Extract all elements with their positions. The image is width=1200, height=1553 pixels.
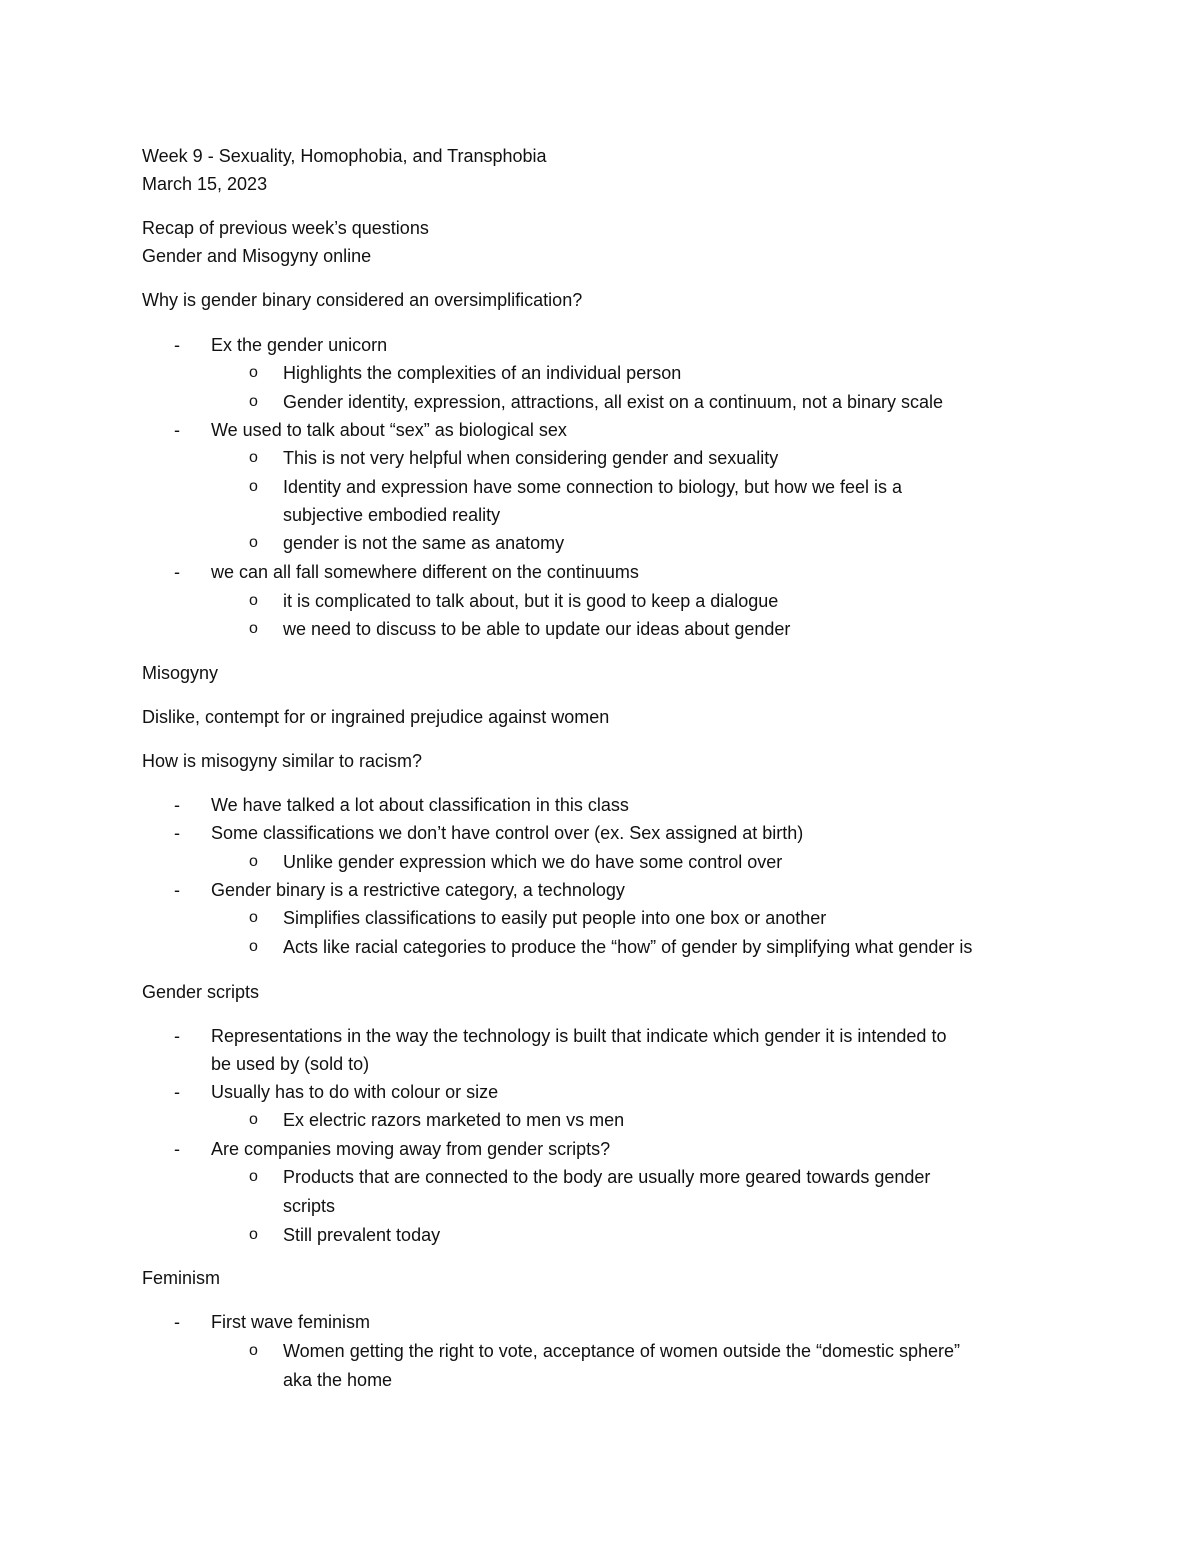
section-heading-gender-scripts: Gender scripts (142, 982, 260, 1002)
list-item: Usually has to do with colour or size (211, 1082, 499, 1102)
dash-marker: - (174, 335, 180, 355)
bullet-marker: o (249, 393, 258, 410)
recap-line: Recap of previous week’s questions (142, 218, 429, 238)
sub-list-item: Unlike gender expression which we do have some control over (283, 852, 783, 872)
sub-list-item: gender is not the same as anatomy (283, 533, 565, 553)
bullet-marker: o (249, 449, 258, 466)
section-question: How is misogyny similar to racism? (142, 751, 423, 771)
bullet-marker: o (249, 364, 258, 381)
list-item: Representations in the way the technology is built that indicate which gender it is intended to (211, 1026, 947, 1046)
bullet-marker: o (249, 534, 258, 551)
dash-marker: - (174, 1026, 180, 1046)
bullet-marker: o (249, 1342, 258, 1359)
sub-list-item-continued: aka the home (283, 1370, 393, 1390)
list-item: First wave feminism (211, 1312, 371, 1332)
section-heading-misogyny: Misogyny (142, 663, 219, 683)
sub-list-item: Still prevalent today (283, 1225, 441, 1245)
bullet-marker: o (249, 909, 258, 926)
sub-list-item: Simplifies classifications to easily put people into one box or another (283, 908, 827, 928)
recap-topic: Gender and Misogyny online (142, 246, 372, 266)
bullet-marker: o (249, 592, 258, 609)
sub-list-item: Identity and expression have some connection to biology, but how we feel is a (283, 477, 903, 497)
dash-marker: - (174, 562, 180, 582)
dash-marker: - (174, 1312, 180, 1332)
dash-marker: - (174, 1139, 180, 1159)
sub-list-item: Highlights the complexities of an individual person (283, 363, 682, 383)
bullet-marker: o (249, 1111, 258, 1128)
dash-marker: - (174, 823, 180, 843)
sub-list-item-continued: subjective embodied reality (283, 505, 501, 525)
dash-marker: - (174, 420, 180, 440)
bullet-marker: o (249, 620, 258, 637)
list-item: Some classifications we don’t have control over (ex. Sex assigned at birth) (211, 823, 804, 843)
sub-list-item: Acts like racial categories to produce the “how” of gender by simplifying what gender is (283, 937, 973, 957)
sub-list-item-continued: scripts (283, 1196, 336, 1216)
sub-list-item: Products that are connected to the body are usually more geared towards gender (283, 1167, 931, 1187)
sub-list-item: Gender identity, expression, attractions, all exist on a continuum, not a binary scale (283, 392, 944, 412)
dash-marker: - (174, 795, 180, 815)
sub-list-item: This is not very helpful when considering gender and sexuality (283, 448, 779, 468)
list-item: We have talked a lot about classification in this class (211, 795, 629, 815)
list-item: we can all fall somewhere different on the continuums (211, 562, 639, 582)
bullet-marker: o (249, 478, 258, 495)
sub-list-item: we need to discuss to be able to update our ideas about gender (283, 619, 791, 639)
list-item: We used to talk about “sex” as biological sex (211, 420, 567, 440)
sub-list-item: Ex electric razors marketed to men vs men (283, 1110, 625, 1130)
document-date: March 15, 2023 (142, 174, 268, 194)
bullet-marker: o (249, 938, 258, 955)
list-item: Ex the gender unicorn (211, 335, 388, 355)
list-item-continued: be used by (sold to) (211, 1054, 370, 1074)
list-item: Are companies moving away from gender scripts? (211, 1139, 611, 1159)
bullet-marker: o (249, 853, 258, 870)
sub-list-item: it is complicated to talk about, but it is good to keep a dialogue (283, 591, 779, 611)
bullet-marker: o (249, 1226, 258, 1243)
dash-marker: - (174, 1082, 180, 1102)
misogyny-definition: Dislike, contempt for or ingrained prejudice against women (142, 707, 610, 727)
sub-list-item: Women getting the right to vote, acceptance of women outside the “domestic sphere” (283, 1341, 961, 1361)
section-heading-feminism: Feminism (142, 1268, 221, 1288)
bullet-marker: o (249, 1168, 258, 1185)
dash-marker: - (174, 880, 180, 900)
document-title: Week 9 - Sexuality, Homophobia, and Transphobia (142, 146, 547, 166)
list-item: Gender binary is a restrictive category, a technology (211, 880, 625, 900)
section-question: Why is gender binary considered an oversimplification? (142, 290, 583, 310)
